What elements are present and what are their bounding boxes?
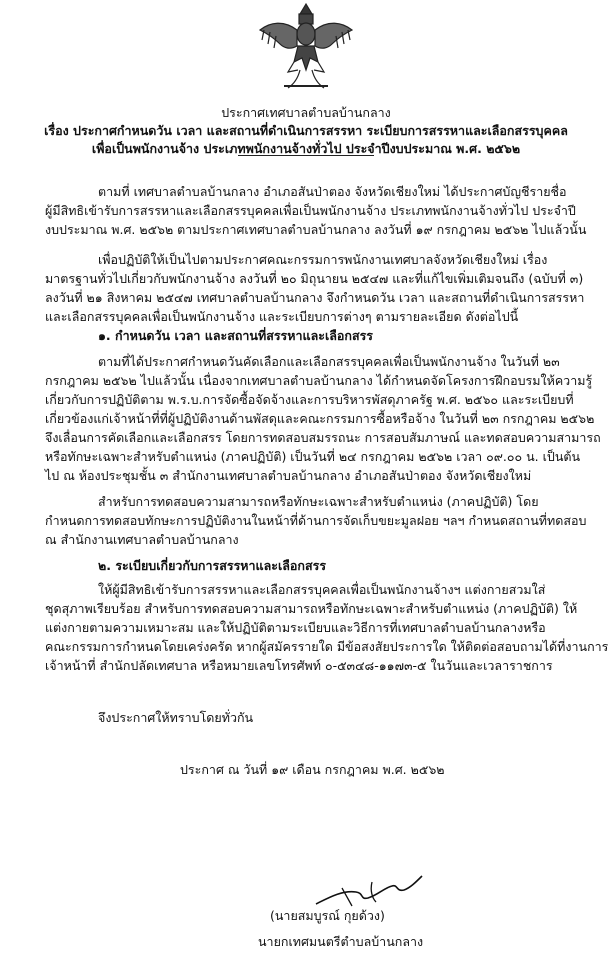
section2-line: คณะกรรมการกำหนดโดยเคร่งครัด หากผู้สมัครรายใด มีข้อสงสัยประการใด ให้ติดต่อสอบถามได้ที่งานการ — [45, 639, 609, 654]
section2-line: เจ้าหน้าที่ สำนักปลัดเทศบาล หรือหมายเลขโทรศัพท์ ๐-๕๓๔๘-๑๑๗๓-๕ ในวันและเวลาราชการ — [45, 658, 553, 673]
para2-line: ลงวันที่ ๒๑ สิงหาคม ๒๕๔๗ เทศบาลตำบลบ้านกลาง จึงกำหนดวัน เวลา และสถานที่ดำเนินการสรรหา — [45, 290, 585, 305]
closing-text: จึงประกาศให้ทราบโดยทั่วกัน — [98, 710, 254, 725]
section1-line-b: ณ สำนักงานเทศบาลตำบลบ้านกลาง — [45, 532, 239, 547]
header-divider — [238, 155, 374, 156]
section1-line: ไป ณ ห้องประชุมชั้น ๓ สำนักงานเทศบาลตำบลบ้านกลาง อำเภอสันป่าตอง จังหวัดเชียงใหม่ — [45, 468, 532, 483]
section1-line: กรกฎาคม ๒๕๖๒ ไปแล้วนั้น เนื่องจากเทศบาลตำบลบ้านกลาง ได้กำหนดจัดโครงการฝึกอบรมให้ความรู้ — [45, 373, 593, 388]
para2-line: มาตรฐานทั่วไปเกี่ยวกับพนักงานจ้าง ลงวันที่ ๒๐ มิถุนายน ๒๕๔๗ และที่แก้ไขเพิ่มเติมจนถึง (ฉบับที่ ๓) — [45, 271, 584, 286]
para1-line: งบประมาณ พ.ศ. ๒๕๖๒ ตามประกาศเทศบาลตำบลบ้านกลาง ลงวันที่ ๑๙ กรกฎาคม ๒๕๖๒ ไปแล้วนั้น — [45, 222, 587, 237]
section1-line: เกี่ยวกับการปฏิบัติตาม พ.ร.บ.การจัดซื้อจัดจ้างและการบริหารพัสดุภาครัฐ พ.ศ. ๒๕๖๐ และระเบียบที่ — [45, 392, 574, 407]
section1-line: หรือทักษะเฉพาะสำหรับตำแหน่ง (ภาคปฏิบัติ) เป็นวันที่ ๒๔ กรกฎาคม ๒๕๖๒ เวลา ๐๙.๐๐ น. เป็นต้น — [45, 449, 581, 464]
garuda-emblem-icon — [254, 0, 358, 92]
announcement-date: ประกาศ ณ วันที่ ๑๙ เดือน กรกฎาคม พ.ศ. ๒๕๖๒ — [180, 762, 445, 777]
para1-line: ตามที่ เทศบาลตำบลบ้านกลาง อำเภอสันป่าตอง จังหวัดเชียงใหม่ ได้ประกาศบัญชีรายชื่อ — [98, 184, 567, 199]
section1-line-b: สำหรับการทดสอบความสามารถหรือทักษะเฉพาะสำหรับตำแหน่ง (ภาคปฏิบัติ) โดย — [98, 494, 539, 509]
section1-line: จึงเลื่อนการคัดเลือกและเลือกสรร โดยการทดสอบสมรรถนะ การสอบสัมภาษณ์ และทดสอบความสามารถ — [45, 430, 601, 445]
section2-heading: ๒. ระเบียบเกี่ยวกับการสรรหาและเลือกสรร — [98, 558, 327, 573]
section2-line: ชุดสุภาพเรียบร้อย สำหรับการทดสอบความสามารถหรือทักษะเฉพาะสำหรับตำแหน่ง (ภาคปฏิบัติ) ให้ — [45, 601, 578, 616]
para2-line: เพื่อปฏิบัติให้เป็นไปตามประกาศคณะกรรมการพนักงานเทศบาลจังหวัดเชียงใหม่ เรื่อง — [98, 252, 548, 267]
subject-line-1: เรื่อง ประกาศกำหนดวัน เวลา และสถานที่ดำเนินการสรรหา ระเบียบการสรรหาและเลือกสรรบุคคล — [44, 123, 568, 138]
subject-line-2: เพื่อเป็นพนักงานจ้าง ประเภทพนักงานจ้างทั่วไป ประจำปีงบประมาณ พ.ศ. ๒๕๖๒ — [91, 141, 521, 156]
section1-line-b: กำหนดการทดสอบทักษะการปฏิบัติงานในหน้าที่ด้านการจัดเก็บขยะมูลฝอย ฯลฯ กำหนดสถานที่ทดสอบ — [45, 513, 587, 528]
signer-title: นายกเทศมนตรีตำบลบ้านกลาง — [258, 934, 424, 949]
section1-line: ตามที่ได้ประกาศกำหนดวันคัดเลือกและเลือกสรรบุคคลเพื่อเป็นพนักงานจ้าง ในวันที่ ๒๓ — [98, 354, 560, 369]
signer-name: (นายสมบูรณ์ กุยด้วง) — [270, 908, 385, 923]
para1-line: ผู้มีสิทธิเข้ารับการสรรหาและเลือกสรรบุคคลเพื่อเป็นพนักงานจ้าง ประเภทพนักงานจ้างทั่วไป ประจำปี — [45, 203, 576, 218]
para2-line: และเลือกสรรบุคคลเพื่อเป็นพนักงานจ้าง และระเบียบการต่างๆ ตามรายละเอียด ดังต่อไปนี้ — [45, 309, 519, 324]
section2-line: แต่งกายตามความเหมาะสม และให้ปฏิบัติตามระเบียบและวิธีการที่เทศบาลตำบลบ้านกลางหรือ — [45, 620, 546, 635]
section2-line: ให้ผู้มีสิทธิเข้ารับการสรรหาและเลือกสรรบุคคลเพื่อเป็นพนักงานจ้างฯ แต่งกายสวมใส่ — [98, 582, 546, 597]
section1-heading: ๑. กำหนดวัน เวลา และสถานที่สรรหาและเลือกสรร — [98, 328, 374, 343]
announcement-org: ประกาศเทศบาลตำบลบ้านกลาง — [221, 105, 391, 120]
section1-line: เกี่ยวข้องแก่เจ้าหน้าที่ที่ผู้ปฏิบัติงานด้านพัสดุและคณะกรรมการซื้อหรือจ้าง ในวันที่ ๒๓ กรกฎาคม ๒๕๖๒ — [45, 411, 595, 426]
